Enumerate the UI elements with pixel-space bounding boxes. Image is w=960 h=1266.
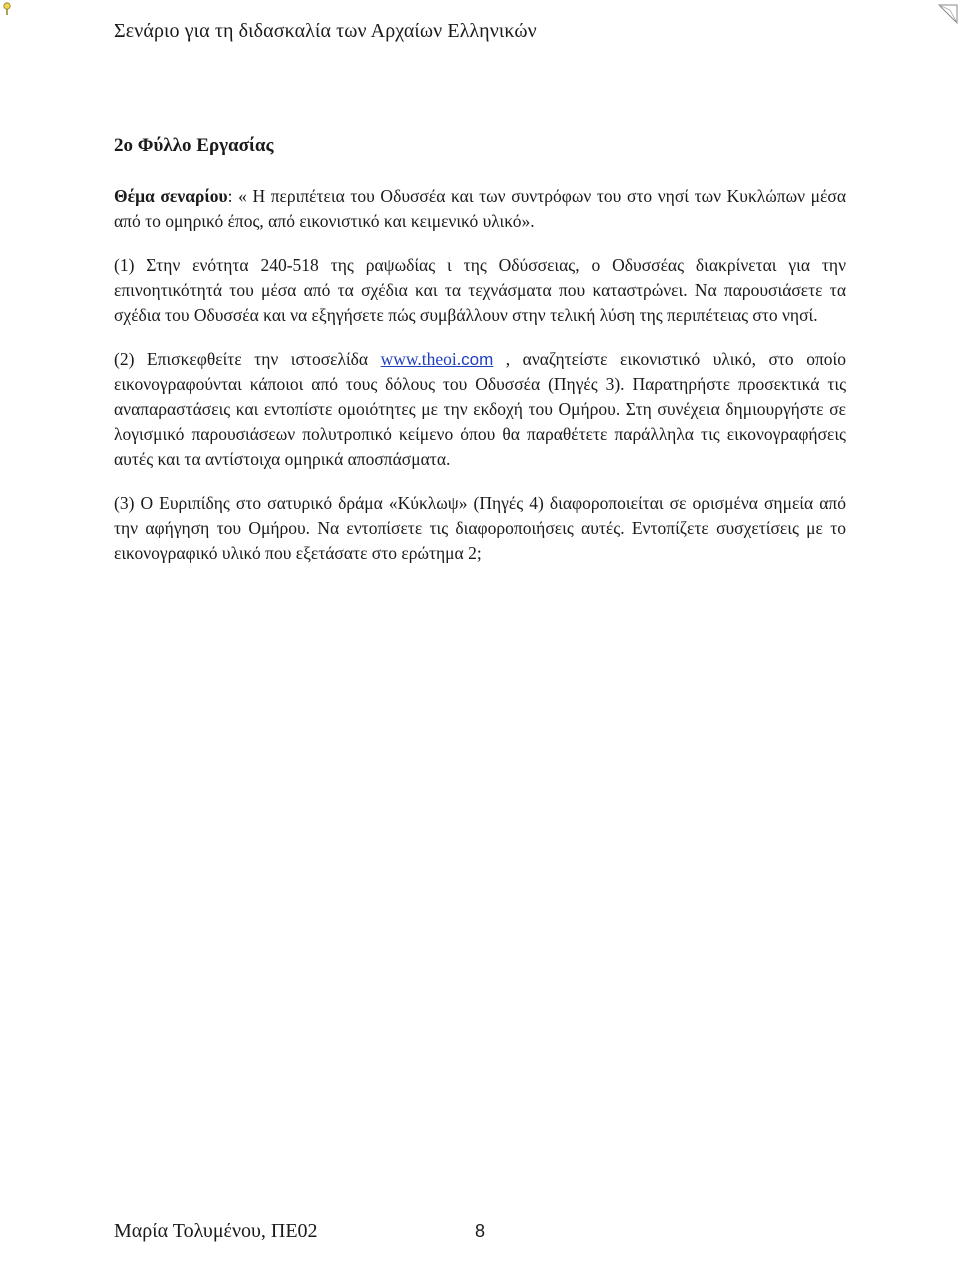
pin-marker-icon	[2, 2, 12, 16]
link-text-domain: www.theoi.	[380, 349, 462, 369]
theme-label: Θέμα σεναρίου	[114, 186, 228, 206]
footer-author: Μαρία Τολυμένου, ΠΕ02	[114, 1220, 318, 1242]
worksheet-body	[114, 132, 846, 566]
question-3: (3) Ο Ευριπίδης στο σατυρικό δράμα «Κύκλωψ» (Πηγές 4) διαφοροποιείται σε ορισμένα σημεία από την αφήγηση του Ομήρου. Να εντοπίσετε τις διαφοροποιήσεις αυτές. Εντοπίζετε συσχετίσεις με το εικονογραφικό υλικό που εξετάσατε στο ερώτημα 2;	[114, 493, 846, 563]
worksheet-title: 2ο Φύλλο Εργασίας	[114, 135, 274, 156]
theme-text: : « Η περιπέτεια του Οδυσσέα και των συντρόφων του στο νησί των Κυκλώπων μέσα από το ομηρικό έπος, από εικονιστικό και κειμενικό υλικό».	[114, 186, 847, 231]
question-2-body: , αναζητείστε εικονιστικό υλικό, στο οποίο εικονογραφούνται κάποιοι από τους δόλους του Οδυσσέα (Πηγές 3). Παρατηρήστε προσεκτικά τις αναπαραστάσεις και εντοπίστε ομοιότητες με την εκδοχή του Ομήρου. Στη συνέχεια δημιουργήστε σε λογισμικό παρουσιάσεων πολυτροπικό κείμενο όπου θα παραθέτετε παράλληλα τις εικονογραφήσεις αυτές και τα αντίστοιχα ομηρικά αποσπάσματα.	[114, 349, 846, 469]
question-1: (1) Στην ενότητα 240-518 της ραψωδίας ι της Οδύσσειας, ο Οδυσσέας διακρίνεται για την επινοητικότητά του μέσα από τα σχέδια και τα τεχνάσματα που καταστρώνει. Να παρουσιάσετε τα σχέδια του Οδυσσέα και να εξηγήσετε πώς συμβάλλουν στην τελική λύση της περιπέτειας στο νησί.	[114, 255, 846, 325]
page-number: 8	[475, 1221, 486, 1241]
scenario-theme	[114, 184, 846, 234]
link-text-tld: com	[461, 350, 494, 369]
theoi-website-link[interactable]	[381, 349, 494, 369]
running-header: Σενάριο για τη διδασκαλία των Αρχαίων Ελληνικών	[114, 20, 537, 42]
question-2	[114, 347, 846, 472]
page-fold-icon	[938, 4, 958, 24]
question-2-intro: (2) Επισκεφθείτε την ιστοσελίδα	[114, 349, 381, 369]
